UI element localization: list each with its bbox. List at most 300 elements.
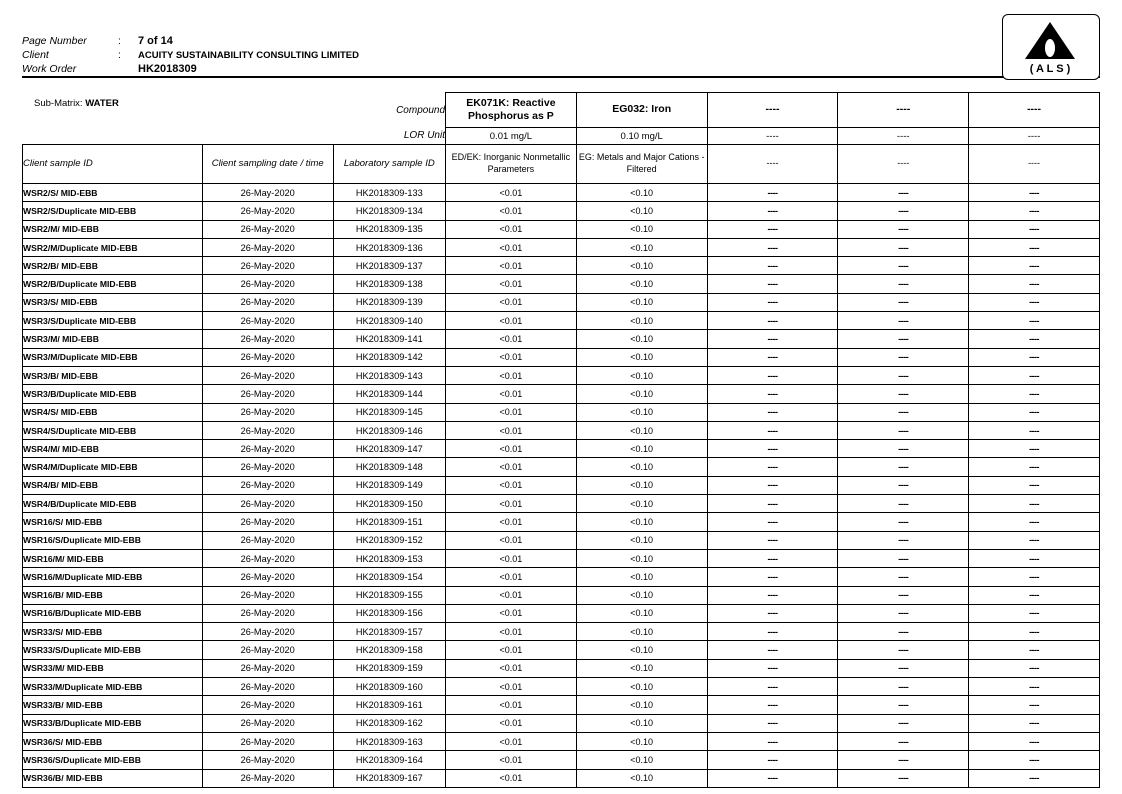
cell-result-1: <0.10 bbox=[576, 275, 707, 293]
cell-sampling-date: 26-May-2020 bbox=[202, 476, 333, 494]
cell-laboratory-sample-id: HK2018309-160 bbox=[333, 678, 445, 696]
cell-client-sample-id: WSR2/B/ MID-EBB bbox=[23, 257, 203, 275]
table-row bbox=[23, 549, 1100, 567]
cell-sampling-date: 26-May-2020 bbox=[202, 421, 333, 439]
cell-result-0: <0.01 bbox=[446, 348, 577, 366]
cell-result-2: ---- bbox=[707, 531, 838, 549]
cell-sampling-date: 26-May-2020 bbox=[202, 275, 333, 293]
cell-result-3: ---- bbox=[838, 275, 969, 293]
cell-result-4: ---- bbox=[969, 568, 1100, 586]
cell-laboratory-sample-id: HK2018309-136 bbox=[333, 238, 445, 256]
analyte-name-4: ---- bbox=[969, 93, 1100, 128]
cell-result-0: <0.01 bbox=[446, 696, 577, 714]
cell-result-2: ---- bbox=[707, 257, 838, 275]
cell-sampling-date: 26-May-2020 bbox=[202, 678, 333, 696]
table-row bbox=[23, 458, 1100, 476]
cell-result-4: ---- bbox=[969, 366, 1100, 384]
table-row bbox=[23, 366, 1100, 384]
analyte-name-1: EG032: Iron bbox=[576, 93, 707, 128]
cell-client-sample-id: WSR36/B/ MID-EBB bbox=[23, 769, 203, 787]
cell-client-sample-id: WSR16/S/Duplicate MID-EBB bbox=[23, 531, 203, 549]
cell-result-3: ---- bbox=[838, 385, 969, 403]
cell-sampling-date: 26-May-2020 bbox=[202, 184, 333, 202]
cell-sampling-date: 26-May-2020 bbox=[202, 751, 333, 769]
cell-laboratory-sample-id: HK2018309-133 bbox=[333, 184, 445, 202]
cell-laboratory-sample-id: HK2018309-148 bbox=[333, 458, 445, 476]
cell-result-4: ---- bbox=[969, 586, 1100, 604]
sub-matrix-value: WATER bbox=[85, 98, 119, 109]
cell-client-sample-id: WSR3/B/Duplicate MID-EBB bbox=[23, 385, 203, 403]
cell-sampling-date: 26-May-2020 bbox=[202, 312, 333, 330]
cell-client-sample-id: WSR4/B/Duplicate MID-EBB bbox=[23, 495, 203, 513]
cell-client-sample-id: WSR33/S/ MID-EBB bbox=[23, 623, 203, 641]
cell-result-0: <0.01 bbox=[446, 275, 577, 293]
cell-client-sample-id: WSR3/B/ MID-EBB bbox=[23, 366, 203, 384]
cell-result-1: <0.10 bbox=[576, 659, 707, 677]
table-header-compound-row bbox=[23, 93, 1100, 128]
cell-result-3: ---- bbox=[838, 568, 969, 586]
cell-sampling-date: 26-May-2020 bbox=[202, 495, 333, 513]
cell-result-1: <0.10 bbox=[576, 330, 707, 348]
cell-result-2: ---- bbox=[707, 659, 838, 677]
cell-result-1: <0.10 bbox=[576, 696, 707, 714]
cell-client-sample-id: WSR3/M/ MID-EBB bbox=[23, 330, 203, 348]
cell-result-2: ---- bbox=[707, 696, 838, 714]
cell-result-4: ---- bbox=[969, 238, 1100, 256]
cell-result-4: ---- bbox=[969, 549, 1100, 567]
cell-laboratory-sample-id: HK2018309-147 bbox=[333, 440, 445, 458]
cell-client-sample-id: WSR2/S/Duplicate MID-EBB bbox=[23, 202, 203, 220]
table-row bbox=[23, 184, 1100, 202]
cell-result-4: ---- bbox=[969, 495, 1100, 513]
cell-result-2: ---- bbox=[707, 732, 838, 750]
cell-laboratory-sample-id: HK2018309-155 bbox=[333, 586, 445, 604]
cell-client-sample-id: WSR36/S/ MID-EBB bbox=[23, 732, 203, 750]
cell-laboratory-sample-id: HK2018309-142 bbox=[333, 348, 445, 366]
cell-result-1: <0.10 bbox=[576, 202, 707, 220]
cell-result-0: <0.01 bbox=[446, 421, 577, 439]
compound-label: Compound bbox=[396, 104, 445, 116]
cell-sampling-date: 26-May-2020 bbox=[202, 403, 333, 421]
svg-text:( A L S ): ( A L S ) bbox=[1029, 63, 1071, 75]
cell-sampling-date: 26-May-2020 bbox=[202, 769, 333, 787]
cell-result-2: ---- bbox=[707, 623, 838, 641]
cell-result-4: ---- bbox=[969, 275, 1100, 293]
cell-result-0: <0.01 bbox=[446, 568, 577, 586]
cell-result-3: ---- bbox=[838, 549, 969, 567]
cell-laboratory-sample-id: HK2018309-157 bbox=[333, 623, 445, 641]
table-row bbox=[23, 696, 1100, 714]
cell-result-4: ---- bbox=[969, 604, 1100, 622]
cell-client-sample-id: WSR33/M/ MID-EBB bbox=[23, 659, 203, 677]
cell-laboratory-sample-id: HK2018309-140 bbox=[333, 312, 445, 330]
cell-result-1: <0.10 bbox=[576, 476, 707, 494]
table-row bbox=[23, 293, 1100, 311]
cell-result-3: ---- bbox=[838, 238, 969, 256]
analyte-name-0: EK071K: Reactive Phosphorus as P bbox=[446, 93, 577, 128]
analyte-lor-1: 0.10 mg/L bbox=[576, 128, 707, 145]
cell-result-3: ---- bbox=[838, 604, 969, 622]
cell-result-3: ---- bbox=[838, 623, 969, 641]
cell-result-0: <0.01 bbox=[446, 623, 577, 641]
cell-result-4: ---- bbox=[969, 385, 1100, 403]
cell-result-3: ---- bbox=[838, 769, 969, 787]
cell-result-1: <0.10 bbox=[576, 751, 707, 769]
cell-client-sample-id: WSR3/S/ MID-EBB bbox=[23, 293, 203, 311]
cell-result-2: ---- bbox=[707, 604, 838, 622]
cell-laboratory-sample-id: HK2018309-146 bbox=[333, 421, 445, 439]
table-row bbox=[23, 769, 1100, 787]
cell-sampling-date: 26-May-2020 bbox=[202, 623, 333, 641]
table-row bbox=[23, 678, 1100, 696]
table-row bbox=[23, 440, 1100, 458]
cell-result-0: <0.01 bbox=[446, 678, 577, 696]
cell-client-sample-id: WSR4/B/ MID-EBB bbox=[23, 476, 203, 494]
cell-result-3: ---- bbox=[838, 440, 969, 458]
table-row bbox=[23, 257, 1100, 275]
table-row bbox=[23, 238, 1100, 256]
cell-result-1: <0.10 bbox=[576, 513, 707, 531]
cell-laboratory-sample-id: HK2018309-159 bbox=[333, 659, 445, 677]
cell-result-3: ---- bbox=[838, 202, 969, 220]
cell-result-2: ---- bbox=[707, 220, 838, 238]
cell-result-1: <0.10 bbox=[576, 366, 707, 384]
cell-result-0: <0.01 bbox=[446, 641, 577, 659]
cell-result-1: <0.10 bbox=[576, 403, 707, 421]
cell-laboratory-sample-id: HK2018309-134 bbox=[333, 202, 445, 220]
cell-result-0: <0.01 bbox=[446, 751, 577, 769]
cell-result-2: ---- bbox=[707, 348, 838, 366]
cell-sampling-date: 26-May-2020 bbox=[202, 513, 333, 531]
cell-result-3: ---- bbox=[838, 366, 969, 384]
cell-laboratory-sample-id: HK2018309-162 bbox=[333, 714, 445, 732]
table-row bbox=[23, 275, 1100, 293]
cell-result-3: ---- bbox=[838, 403, 969, 421]
cell-result-3: ---- bbox=[838, 330, 969, 348]
cell-result-4: ---- bbox=[969, 348, 1100, 366]
cell-result-4: ---- bbox=[969, 769, 1100, 787]
work-order-colon bbox=[118, 62, 138, 76]
cell-result-0: <0.01 bbox=[446, 531, 577, 549]
cell-result-2: ---- bbox=[707, 495, 838, 513]
cell-sampling-date: 26-May-2020 bbox=[202, 659, 333, 677]
cell-result-4: ---- bbox=[969, 659, 1100, 677]
cell-result-0: <0.01 bbox=[446, 202, 577, 220]
analyte-lor-0: 0.01 mg/L bbox=[446, 128, 577, 145]
cell-result-2: ---- bbox=[707, 769, 838, 787]
column-header-client-sampling-date: Client sampling date / time bbox=[202, 145, 333, 184]
cell-sampling-date: 26-May-2020 bbox=[202, 732, 333, 750]
table-row bbox=[23, 531, 1100, 549]
table-row bbox=[23, 220, 1100, 238]
sub-matrix-label: Sub-Matrix: bbox=[34, 98, 83, 109]
cell-result-1: <0.10 bbox=[576, 495, 707, 513]
cell-result-4: ---- bbox=[969, 293, 1100, 311]
cell-result-1: <0.10 bbox=[576, 568, 707, 586]
cell-sampling-date: 26-May-2020 bbox=[202, 586, 333, 604]
table-row bbox=[23, 403, 1100, 421]
cell-result-1: <0.10 bbox=[576, 549, 707, 567]
header-meta-row-work-order bbox=[22, 62, 359, 76]
cell-result-2: ---- bbox=[707, 714, 838, 732]
cell-result-3: ---- bbox=[838, 714, 969, 732]
table-row bbox=[23, 568, 1100, 586]
cell-result-2: ---- bbox=[707, 275, 838, 293]
cell-result-2: ---- bbox=[707, 549, 838, 567]
cell-laboratory-sample-id: HK2018309-156 bbox=[333, 604, 445, 622]
lor-unit-label: LOR Unit bbox=[403, 130, 445, 142]
table-row bbox=[23, 330, 1100, 348]
cell-result-0: <0.01 bbox=[446, 257, 577, 275]
cell-result-4: ---- bbox=[969, 312, 1100, 330]
analyte-name-2: ---- bbox=[707, 93, 838, 128]
cell-result-2: ---- bbox=[707, 513, 838, 531]
cell-result-3: ---- bbox=[838, 348, 969, 366]
cell-result-4: ---- bbox=[969, 696, 1100, 714]
cell-result-3: ---- bbox=[838, 751, 969, 769]
cell-result-1: <0.10 bbox=[576, 312, 707, 330]
cell-client-sample-id: WSR16/M/Duplicate MID-EBB bbox=[23, 568, 203, 586]
cell-result-1: <0.10 bbox=[576, 586, 707, 604]
cell-result-0: <0.01 bbox=[446, 769, 577, 787]
cell-result-2: ---- bbox=[707, 421, 838, 439]
cell-client-sample-id: WSR2/M/ MID-EBB bbox=[23, 220, 203, 238]
page-number-value: 7 of 14 bbox=[138, 35, 173, 47]
cell-result-2: ---- bbox=[707, 751, 838, 769]
cell-sampling-date: 26-May-2020 bbox=[202, 696, 333, 714]
cell-result-3: ---- bbox=[838, 586, 969, 604]
cell-result-3: ---- bbox=[838, 257, 969, 275]
cell-result-4: ---- bbox=[969, 678, 1100, 696]
cell-client-sample-id: WSR3/S/Duplicate MID-EBB bbox=[23, 312, 203, 330]
als-logo bbox=[1002, 14, 1100, 80]
page-number-label: Page Number bbox=[22, 35, 87, 47]
cell-laboratory-sample-id: HK2018309-152 bbox=[333, 531, 445, 549]
cell-result-1: <0.10 bbox=[576, 714, 707, 732]
column-header-client-sample-id: Client sample ID bbox=[23, 145, 203, 184]
als-logo-icon bbox=[1003, 15, 1097, 77]
cell-result-1: <0.10 bbox=[576, 623, 707, 641]
page-number-colon: : bbox=[118, 35, 121, 47]
cell-result-2: ---- bbox=[707, 312, 838, 330]
cell-result-2: ---- bbox=[707, 586, 838, 604]
cell-result-3: ---- bbox=[838, 678, 969, 696]
cell-client-sample-id: WSR33/M/Duplicate MID-EBB bbox=[23, 678, 203, 696]
sub-matrix bbox=[34, 98, 119, 109]
cell-laboratory-sample-id: HK2018309-151 bbox=[333, 513, 445, 531]
header-meta-row-client bbox=[22, 48, 359, 62]
cell-result-4: ---- bbox=[969, 531, 1100, 549]
table-row bbox=[23, 385, 1100, 403]
cell-sampling-date: 26-May-2020 bbox=[202, 440, 333, 458]
cell-sampling-date: 26-May-2020 bbox=[202, 714, 333, 732]
table-row bbox=[23, 586, 1100, 604]
cell-result-2: ---- bbox=[707, 330, 838, 348]
cell-laboratory-sample-id: HK2018309-163 bbox=[333, 732, 445, 750]
cell-laboratory-sample-id: HK2018309-143 bbox=[333, 366, 445, 384]
table-header-lor-row bbox=[23, 128, 1100, 145]
cell-sampling-date: 26-May-2020 bbox=[202, 202, 333, 220]
cell-laboratory-sample-id: HK2018309-137 bbox=[333, 257, 445, 275]
analyte-lor-2: ---- bbox=[707, 128, 838, 145]
cell-sampling-date: 26-May-2020 bbox=[202, 641, 333, 659]
cell-result-2: ---- bbox=[707, 293, 838, 311]
cell-client-sample-id: WSR36/S/Duplicate MID-EBB bbox=[23, 751, 203, 769]
cell-result-3: ---- bbox=[838, 495, 969, 513]
cell-result-4: ---- bbox=[969, 421, 1100, 439]
cell-client-sample-id: WSR4/M/ MID-EBB bbox=[23, 440, 203, 458]
cell-result-2: ---- bbox=[707, 385, 838, 403]
cell-result-0: <0.01 bbox=[446, 238, 577, 256]
cell-laboratory-sample-id: HK2018309-141 bbox=[333, 330, 445, 348]
cell-result-1: <0.10 bbox=[576, 238, 707, 256]
cell-result-0: <0.01 bbox=[446, 293, 577, 311]
cell-sampling-date: 26-May-2020 bbox=[202, 568, 333, 586]
cell-result-0: <0.01 bbox=[446, 403, 577, 421]
cell-sampling-date: 26-May-2020 bbox=[202, 366, 333, 384]
analyte-lor-3: ---- bbox=[838, 128, 969, 145]
table-row bbox=[23, 348, 1100, 366]
cell-result-0: <0.01 bbox=[446, 732, 577, 750]
cell-laboratory-sample-id: HK2018309-167 bbox=[333, 769, 445, 787]
cell-result-1: <0.10 bbox=[576, 769, 707, 787]
table-row bbox=[23, 732, 1100, 750]
cell-result-0: <0.01 bbox=[446, 476, 577, 494]
table-row bbox=[23, 714, 1100, 732]
cell-client-sample-id: WSR16/M/ MID-EBB bbox=[23, 549, 203, 567]
cell-result-0: <0.01 bbox=[446, 586, 577, 604]
work-order-value: HK2018309 bbox=[138, 63, 197, 75]
page-header bbox=[0, 0, 1122, 75]
client-label: Client bbox=[22, 49, 49, 61]
cell-client-sample-id: WSR2/S/ MID-EBB bbox=[23, 184, 203, 202]
cell-sampling-date: 26-May-2020 bbox=[202, 220, 333, 238]
cell-client-sample-id: WSR4/S/Duplicate MID-EBB bbox=[23, 421, 203, 439]
table-row bbox=[23, 641, 1100, 659]
cell-result-1: <0.10 bbox=[576, 641, 707, 659]
table-row bbox=[23, 202, 1100, 220]
cell-result-4: ---- bbox=[969, 641, 1100, 659]
cell-laboratory-sample-id: HK2018309-149 bbox=[333, 476, 445, 494]
cell-result-4: ---- bbox=[969, 403, 1100, 421]
cell-client-sample-id: WSR2/B/Duplicate MID-EBB bbox=[23, 275, 203, 293]
cell-result-3: ---- bbox=[838, 513, 969, 531]
cell-result-0: <0.01 bbox=[446, 312, 577, 330]
cell-result-2: ---- bbox=[707, 678, 838, 696]
client-colon: : bbox=[118, 49, 121, 61]
cell-result-1: <0.10 bbox=[576, 421, 707, 439]
cell-result-4: ---- bbox=[969, 458, 1100, 476]
table-row bbox=[23, 421, 1100, 439]
cell-result-1: <0.10 bbox=[576, 531, 707, 549]
cell-sampling-date: 26-May-2020 bbox=[202, 549, 333, 567]
cell-result-1: <0.10 bbox=[576, 257, 707, 275]
cell-result-3: ---- bbox=[838, 476, 969, 494]
cell-result-4: ---- bbox=[969, 751, 1100, 769]
analyte-lor-4: ---- bbox=[969, 128, 1100, 145]
cell-laboratory-sample-id: HK2018309-135 bbox=[333, 220, 445, 238]
client-value: ACUITY SUSTAINABILITY CONSULTING LIMITED bbox=[138, 49, 359, 61]
cell-sampling-date: 26-May-2020 bbox=[202, 293, 333, 311]
cell-laboratory-sample-id: HK2018309-150 bbox=[333, 495, 445, 513]
cell-result-1: <0.10 bbox=[576, 732, 707, 750]
cell-result-2: ---- bbox=[707, 403, 838, 421]
cell-client-sample-id: WSR33/B/ MID-EBB bbox=[23, 696, 203, 714]
cell-result-2: ---- bbox=[707, 366, 838, 384]
analyte-group-1: EG: Metals and Major Cations - Filtered bbox=[576, 145, 707, 184]
cell-result-2: ---- bbox=[707, 238, 838, 256]
table-row bbox=[23, 312, 1100, 330]
analyte-group-3: ---- bbox=[838, 145, 969, 184]
cell-result-2: ---- bbox=[707, 184, 838, 202]
cell-laboratory-sample-id: HK2018309-153 bbox=[333, 549, 445, 567]
table-header-columns-row bbox=[23, 145, 1100, 184]
table-row bbox=[23, 604, 1100, 622]
analyte-name-3: ---- bbox=[838, 93, 969, 128]
cell-result-2: ---- bbox=[707, 476, 838, 494]
analyte-group-2: ---- bbox=[707, 145, 838, 184]
table-row bbox=[23, 751, 1100, 769]
cell-result-2: ---- bbox=[707, 202, 838, 220]
cell-result-1: <0.10 bbox=[576, 184, 707, 202]
cell-sampling-date: 26-May-2020 bbox=[202, 238, 333, 256]
cell-laboratory-sample-id: HK2018309-164 bbox=[333, 751, 445, 769]
cell-result-0: <0.01 bbox=[446, 549, 577, 567]
table-row bbox=[23, 495, 1100, 513]
cell-result-0: <0.01 bbox=[446, 604, 577, 622]
cell-result-3: ---- bbox=[838, 531, 969, 549]
cell-client-sample-id: WSR2/M/Duplicate MID-EBB bbox=[23, 238, 203, 256]
cell-sampling-date: 26-May-2020 bbox=[202, 385, 333, 403]
cell-sampling-date: 26-May-2020 bbox=[202, 531, 333, 549]
cell-client-sample-id: WSR33/B/Duplicate MID-EBB bbox=[23, 714, 203, 732]
cell-result-3: ---- bbox=[838, 641, 969, 659]
cell-result-3: ---- bbox=[838, 293, 969, 311]
column-header-laboratory-sample-id: Laboratory sample ID bbox=[333, 145, 445, 184]
cell-result-1: <0.10 bbox=[576, 385, 707, 403]
cell-result-1: <0.10 bbox=[576, 348, 707, 366]
results-table-body bbox=[23, 184, 1100, 788]
cell-laboratory-sample-id: HK2018309-145 bbox=[333, 403, 445, 421]
cell-laboratory-sample-id: HK2018309-154 bbox=[333, 568, 445, 586]
cell-result-4: ---- bbox=[969, 440, 1100, 458]
cell-result-1: <0.10 bbox=[576, 293, 707, 311]
cell-client-sample-id: WSR16/S/ MID-EBB bbox=[23, 513, 203, 531]
cell-result-4: ---- bbox=[969, 476, 1100, 494]
work-order-label: Work Order bbox=[22, 63, 77, 75]
cell-client-sample-id: WSR16/B/Duplicate MID-EBB bbox=[23, 604, 203, 622]
cell-result-0: <0.01 bbox=[446, 330, 577, 348]
cell-sampling-date: 26-May-2020 bbox=[202, 348, 333, 366]
cell-result-3: ---- bbox=[838, 659, 969, 677]
cell-result-1: <0.10 bbox=[576, 440, 707, 458]
cell-client-sample-id: WSR33/S/Duplicate MID-EBB bbox=[23, 641, 203, 659]
cell-result-4: ---- bbox=[969, 330, 1100, 348]
cell-client-sample-id: WSR4/M/Duplicate MID-EBB bbox=[23, 458, 203, 476]
cell-result-3: ---- bbox=[838, 312, 969, 330]
cell-laboratory-sample-id: HK2018309-144 bbox=[333, 385, 445, 403]
analyte-group-4: ---- bbox=[969, 145, 1100, 184]
cell-client-sample-id: WSR3/M/Duplicate MID-EBB bbox=[23, 348, 203, 366]
cell-sampling-date: 26-May-2020 bbox=[202, 330, 333, 348]
cell-sampling-date: 26-May-2020 bbox=[202, 604, 333, 622]
cell-result-1: <0.10 bbox=[576, 678, 707, 696]
header-meta-table bbox=[22, 34, 359, 76]
cell-laboratory-sample-id: HK2018309-139 bbox=[333, 293, 445, 311]
cell-laboratory-sample-id: HK2018309-138 bbox=[333, 275, 445, 293]
cell-result-0: <0.01 bbox=[446, 385, 577, 403]
cell-laboratory-sample-id: HK2018309-161 bbox=[333, 696, 445, 714]
